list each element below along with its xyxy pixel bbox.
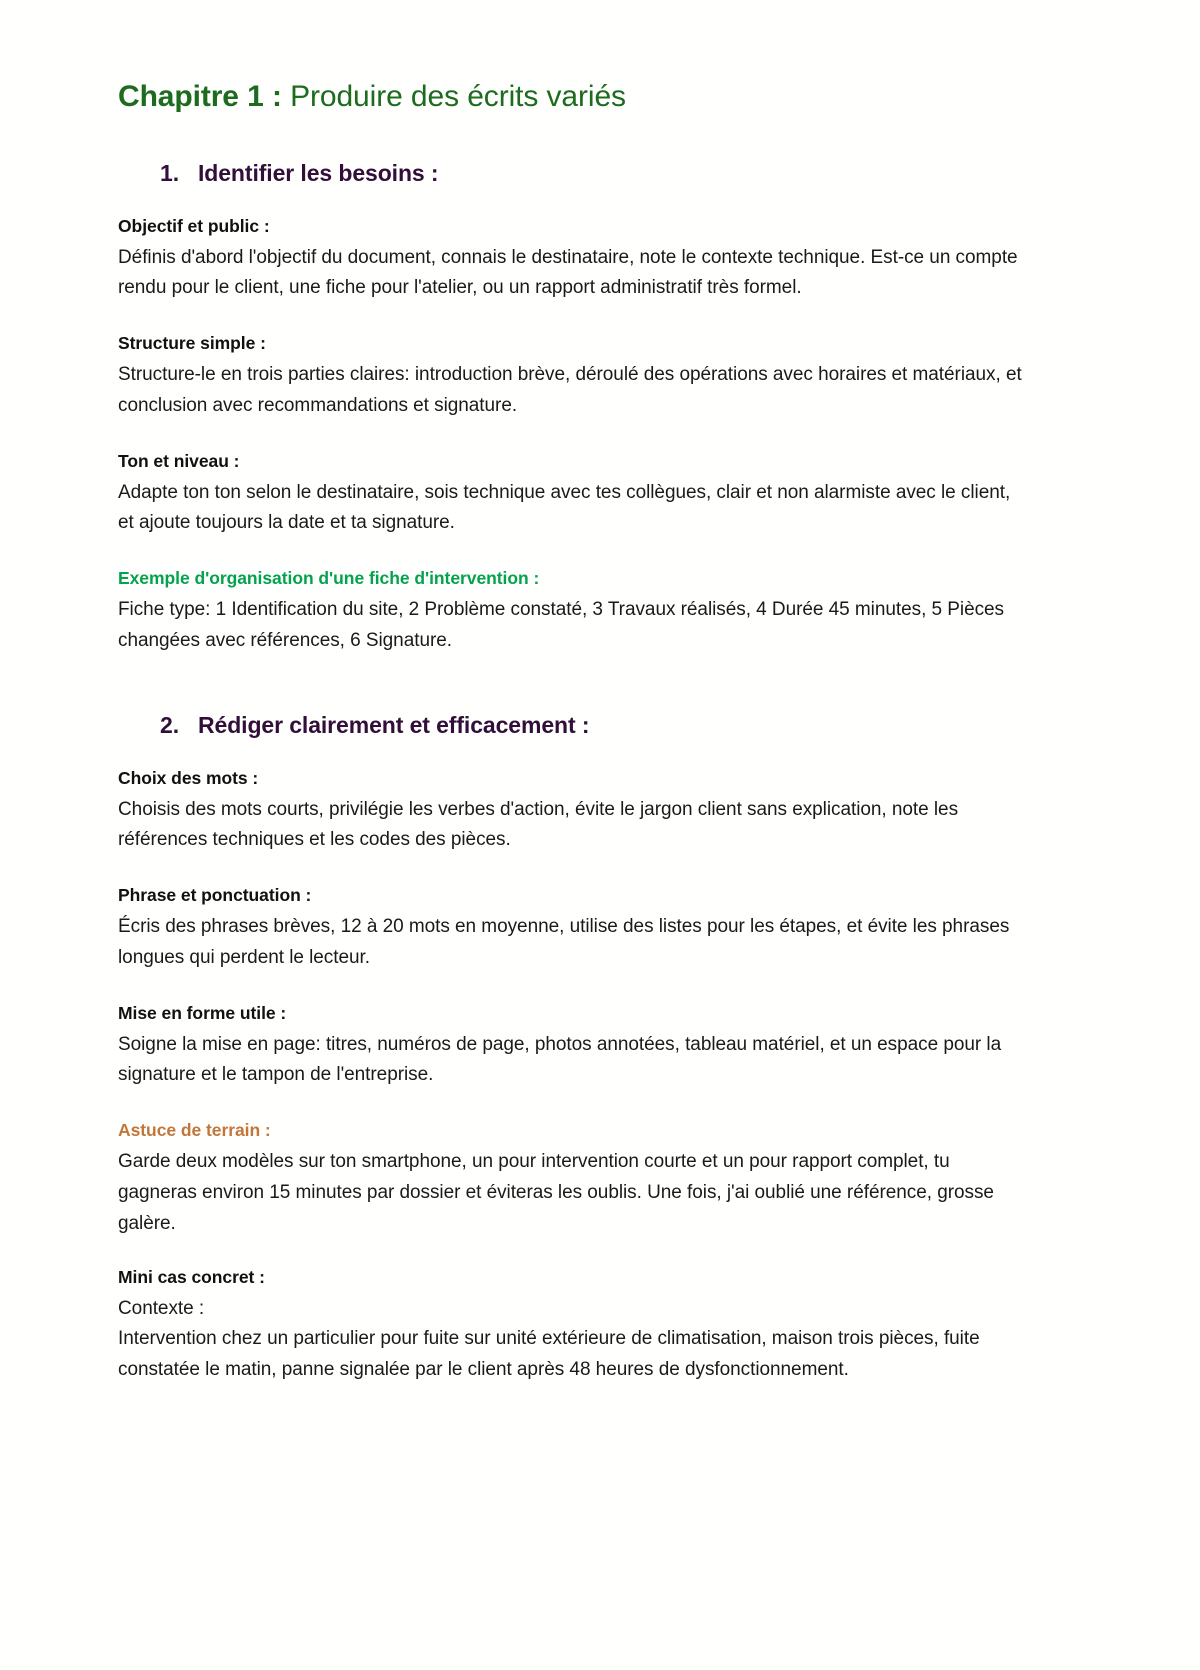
block-body: Écris des phrases brèves, 12 à 20 mots en moyenne, utilise des listes pour les étapes, et évite les phrases longues qui perdent le lecteur.	[118, 916, 1010, 968]
block-body: Choisis des mots courts, privilégie les verbes d'action, évite le jargon client sans explication, note les références techniques et les codes des pièces.	[118, 798, 959, 851]
block-body: Soigne la mise en page: titres, numéros de page, photos annotées, tableau matériel, et un espace pour la signature et le tampon de l'entreprise.	[118, 1033, 1002, 1086]
section-label-1: Identifier les besoins :	[198, 159, 439, 186]
content-block-tip	[118, 1120, 1085, 1239]
block-body: Intervention chez un particulier pour fuite sur unité extérieure de climatisation, maison trois pièces, fuite constatée le matin, panne signalée par le client après 48 heures de dysfonctionnement.	[118, 1328, 980, 1381]
content-block	[118, 1003, 1085, 1092]
block-body: Fiche type: 1 Identification du site, 2 Problème constaté, 3 Travaux réalisés, 4 Durée 45 minutes, 5 Pièces changées avec références, 6 Signature.	[118, 599, 1005, 651]
block-body: Définis d'abord l'objectif du document, connais le destinataire, note le contexte technique. Est-ce un compte rendu pour le client, une fiche pour l'atelier, ou un rapport administratif très formel.	[118, 246, 1018, 299]
block-heading: Mise en forme utile :	[118, 1002, 287, 1023]
content-block	[118, 451, 1085, 540]
section-number-2: 2.	[160, 711, 179, 738]
content-block-example	[118, 568, 1085, 657]
section-2	[118, 712, 1085, 1386]
block-heading: Mini cas concret :	[118, 1266, 265, 1287]
section-label-2: Rédiger clairement et efficacement :	[198, 711, 590, 738]
section-heading-1	[118, 160, 1085, 187]
block-heading: Objectif et public :	[118, 215, 270, 236]
section-heading-2	[118, 712, 1085, 739]
block-heading: Choix des mots :	[118, 767, 259, 788]
block-heading: Phrase et ponctuation :	[118, 885, 312, 906]
content-block	[118, 216, 1085, 305]
section-1	[118, 160, 1085, 657]
block-heading: Ton et niveau :	[118, 450, 240, 471]
content-block	[118, 885, 1085, 974]
page-title	[118, 78, 1085, 116]
page-title-rest: Produire des écrits variés	[281, 80, 626, 113]
block-heading: Structure simple :	[118, 333, 266, 354]
section-number-1: 1.	[160, 159, 179, 186]
block-subline: Contexte :	[118, 1297, 205, 1319]
block-body: Garde deux modèles sur ton smartphone, un pour intervention courte et un pour rapport complet, tu gagneras environ 15 minutes par dossier et éviteras les oublis. Une fois, j'ai oublié une référence, grosse galère.	[118, 1151, 994, 1234]
block-heading-tip: Astuce de terrain :	[118, 1120, 271, 1141]
block-body: Adapte ton ton selon le destinataire, sois technique avec tes collègues, clair et non alarmiste avec le client, et ajoute toujours la date et ta signature.	[118, 481, 1011, 534]
content-block	[118, 768, 1085, 857]
content-block	[118, 333, 1085, 422]
page-title-lead: Chapitre 1 :	[118, 80, 282, 113]
block-body: Structure-le en trois parties claires: introduction brève, déroulé des opérations avec horaires et matériaux, et conclusion avec recommandations et signature.	[118, 364, 1022, 416]
block-heading-example: Exemple d'organisation d'une fiche d'intervention :	[118, 568, 540, 589]
content-block-case	[118, 1267, 1085, 1386]
